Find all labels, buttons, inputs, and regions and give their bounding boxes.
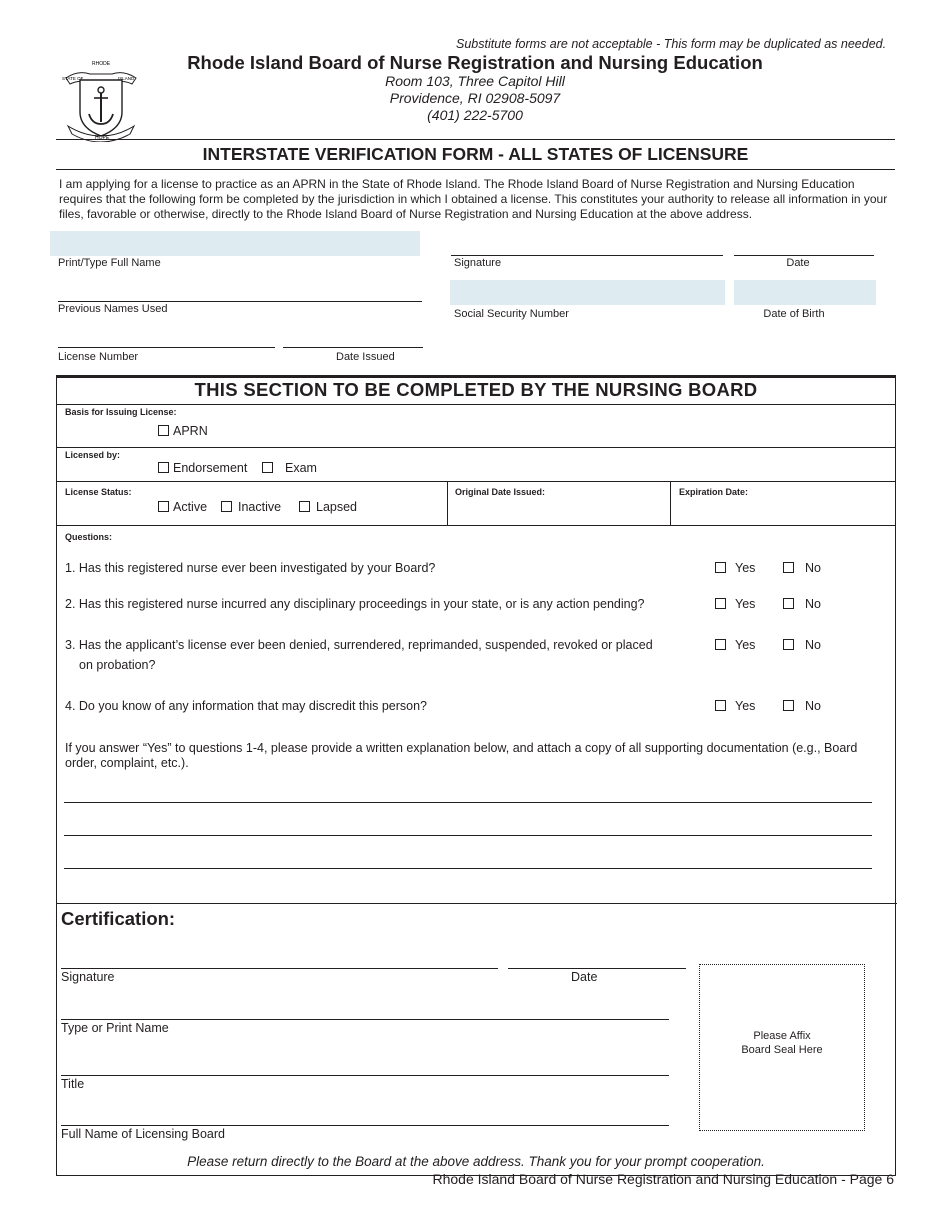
license-status-label: License Status: <box>65 487 132 497</box>
duplication-notice: Substitute forms are not acceptable - This form may be duplicated as needed. <box>456 37 887 51</box>
q3-no-label: No <box>805 638 821 652</box>
q1-yes-option[interactable] <box>715 561 755 575</box>
q3-yes-label: Yes <box>735 638 756 652</box>
board-section-title: THIS SECTION TO BE COMPLETED BY THE NURSING BOARD <box>194 379 758 400</box>
q3-no-checkbox[interactable] <box>783 639 794 650</box>
status-active-option[interactable] <box>158 500 207 514</box>
q4-yes-checkbox[interactable] <box>715 700 726 711</box>
date-issued-line[interactable] <box>283 347 423 348</box>
q3-yes-checkbox[interactable] <box>715 639 726 650</box>
status-divider-1 <box>447 481 448 525</box>
certification-title: Certification: <box>61 908 176 929</box>
board-seal-box[interactable] <box>699 964 865 1131</box>
q3-no-option[interactable] <box>783 638 821 652</box>
endorsement-label: Endorsement <box>173 461 248 475</box>
ssn-input[interactable] <box>450 280 725 305</box>
signature-date-line[interactable] <box>734 255 874 256</box>
basis-label: Basis for Issuing License: <box>65 407 177 417</box>
active-checkbox[interactable] <box>158 501 169 512</box>
q1-no-label: No <box>805 561 821 575</box>
certification-rule <box>56 903 897 904</box>
cert-signature-line[interactable] <box>61 968 498 969</box>
explanation-instructions: If you answer “Yes” to questions 1-4, please provide a written explanation below, and attach a copy of all supporting documentation (e.g., Board order, complaint, etc.). <box>65 741 858 770</box>
date-issued-label: Date Issued <box>336 351 395 363</box>
expiration-date-label: Expiration Date: <box>679 487 749 497</box>
questions-label: Questions: <box>65 532 113 542</box>
status-lapsed-option[interactable] <box>299 500 357 514</box>
status-rule <box>56 525 895 526</box>
q4-yes-option[interactable] <box>715 699 755 713</box>
q4-no-checkbox[interactable] <box>783 700 794 711</box>
q4-yes-label: Yes <box>735 699 756 713</box>
question-1: 1. Has this registered nurse ever been investigated by your Board? <box>65 561 436 575</box>
form-title: INTERSTATE VERIFICATION FORM - ALL STATES OF LICENSURE <box>202 144 749 164</box>
q1-yes-label: Yes <box>735 561 756 575</box>
cert-date-line[interactable] <box>508 968 686 969</box>
previous-names-line[interactable] <box>58 301 422 302</box>
signature-line[interactable] <box>451 255 723 256</box>
q2-yes-option[interactable] <box>715 597 755 611</box>
explanation-line-3[interactable] <box>64 868 872 869</box>
cert-board-line[interactable] <box>61 1125 669 1126</box>
org-name: Rhode Island Board of Nurse Registration and Nursing Education <box>187 52 763 73</box>
seal-top-text: RHODE <box>92 61 111 67</box>
cert-title-line[interactable] <box>61 1075 669 1076</box>
page-footer: Rhode Island Board of Nurse Registration and Nursing Education - Page 6 <box>432 1171 894 1187</box>
signature-label: Signature <box>454 257 502 269</box>
question-3-continued: on probation? <box>79 658 156 672</box>
address-line-2: Providence, RI 02908-5097 <box>389 90 561 106</box>
basis-aprn-option[interactable] <box>158 424 208 438</box>
q2-no-label: No <box>805 597 821 611</box>
cert-date-label: Date <box>571 970 598 984</box>
question-4: 4. Do you know of any information that may discredit this person? <box>65 699 427 713</box>
inactive-checkbox[interactable] <box>221 501 232 512</box>
q2-no-checkbox[interactable] <box>783 598 794 609</box>
return-note: Please return directly to the Board at the above address. Thank you for your prompt cooperation. <box>187 1154 765 1169</box>
seal-left-text: STATE OF <box>62 76 84 81</box>
cert-name-label: Type or Print Name <box>61 1021 169 1035</box>
cert-signature-label: Signature <box>61 970 115 984</box>
q1-yes-checkbox[interactable] <box>715 562 726 573</box>
full-name-label: Print/Type Full Name <box>58 257 161 269</box>
seal-bottom-text: HOPE <box>95 135 110 141</box>
intro-paragraph: I am applying for a license to practice as an APRN in the State of Rhode Island. The Rhode Island Board of Nurse Registration and Nursing Education requires that the following form be completed by the jurisdiction in which I obtained a license. This constitutes your authority to release all information in your files, favorable or otherwise, directly to the Rhode Island Board of Nurse Registration and Nursing Education at the above address. <box>59 177 888 221</box>
q4-no-option[interactable] <box>783 699 821 713</box>
state-seal <box>58 56 144 142</box>
cert-title-label: Title <box>61 1077 85 1091</box>
title-top-rule <box>56 139 895 140</box>
q2-no-option[interactable] <box>783 597 821 611</box>
q3-yes-option[interactable] <box>715 638 755 652</box>
endorsement-option[interactable] <box>158 461 247 475</box>
ssn-label: Social Security Number <box>454 308 569 320</box>
licensed-by-label: Licensed by: <box>65 450 121 460</box>
exam-checkbox[interactable] <box>262 462 273 473</box>
q2-yes-label: Yes <box>735 597 756 611</box>
aprn-option-label: APRN <box>173 424 208 438</box>
lapsed-checkbox[interactable] <box>299 501 310 512</box>
explanation-line-1[interactable] <box>64 802 872 803</box>
signature-date-label: Date <box>786 257 810 269</box>
lapsed-label: Lapsed <box>316 500 358 514</box>
address-line-1: Room 103, Three Capitol Hill <box>385 73 565 89</box>
board-title-rule <box>56 404 895 405</box>
licensed-by-rule <box>56 481 895 482</box>
q4-no-label: No <box>805 699 821 713</box>
q1-no-checkbox[interactable] <box>783 562 794 573</box>
endorsement-checkbox[interactable] <box>158 462 169 473</box>
q2-yes-checkbox[interactable] <box>715 598 726 609</box>
explanation-line-2[interactable] <box>64 835 872 836</box>
inactive-label: Inactive <box>238 500 282 514</box>
exam-option[interactable] <box>262 461 317 475</box>
seal-right-text: ISLAND <box>118 76 135 81</box>
previous-names-label: Previous Names Used <box>58 303 168 315</box>
original-date-label: Original Date Issued: <box>455 487 546 497</box>
dob-input[interactable] <box>734 280 876 305</box>
aprn-checkbox[interactable] <box>158 425 169 436</box>
seal-box-line-2: Board Seal Here <box>741 1044 823 1056</box>
q1-no-option[interactable] <box>783 561 821 575</box>
title-bottom-rule <box>56 169 895 170</box>
basis-rule <box>56 447 895 448</box>
license-number-label: License Number <box>58 351 139 363</box>
full-name-input[interactable] <box>50 231 420 256</box>
question-2: 2. Has this registered nurse incurred any disciplinary proceedings in your state, or is any action pending? <box>65 597 645 611</box>
dob-label: Date of Birth <box>763 308 825 320</box>
status-inactive-option[interactable] <box>221 500 281 514</box>
active-label: Active <box>173 500 208 514</box>
question-3: 3. Has the applicant’s license ever been denied, surrendered, reprimanded, suspended, revoked or placed <box>65 638 653 652</box>
status-divider-2 <box>670 481 671 525</box>
seal-box-line-1: Please Affix <box>753 1030 811 1042</box>
license-number-line[interactable] <box>58 347 275 348</box>
cert-board-label: Full Name of Licensing Board <box>61 1127 225 1141</box>
cert-name-line[interactable] <box>61 1019 669 1020</box>
exam-label: Exam <box>285 461 317 475</box>
phone-number: (401) 222-5700 <box>427 107 523 123</box>
